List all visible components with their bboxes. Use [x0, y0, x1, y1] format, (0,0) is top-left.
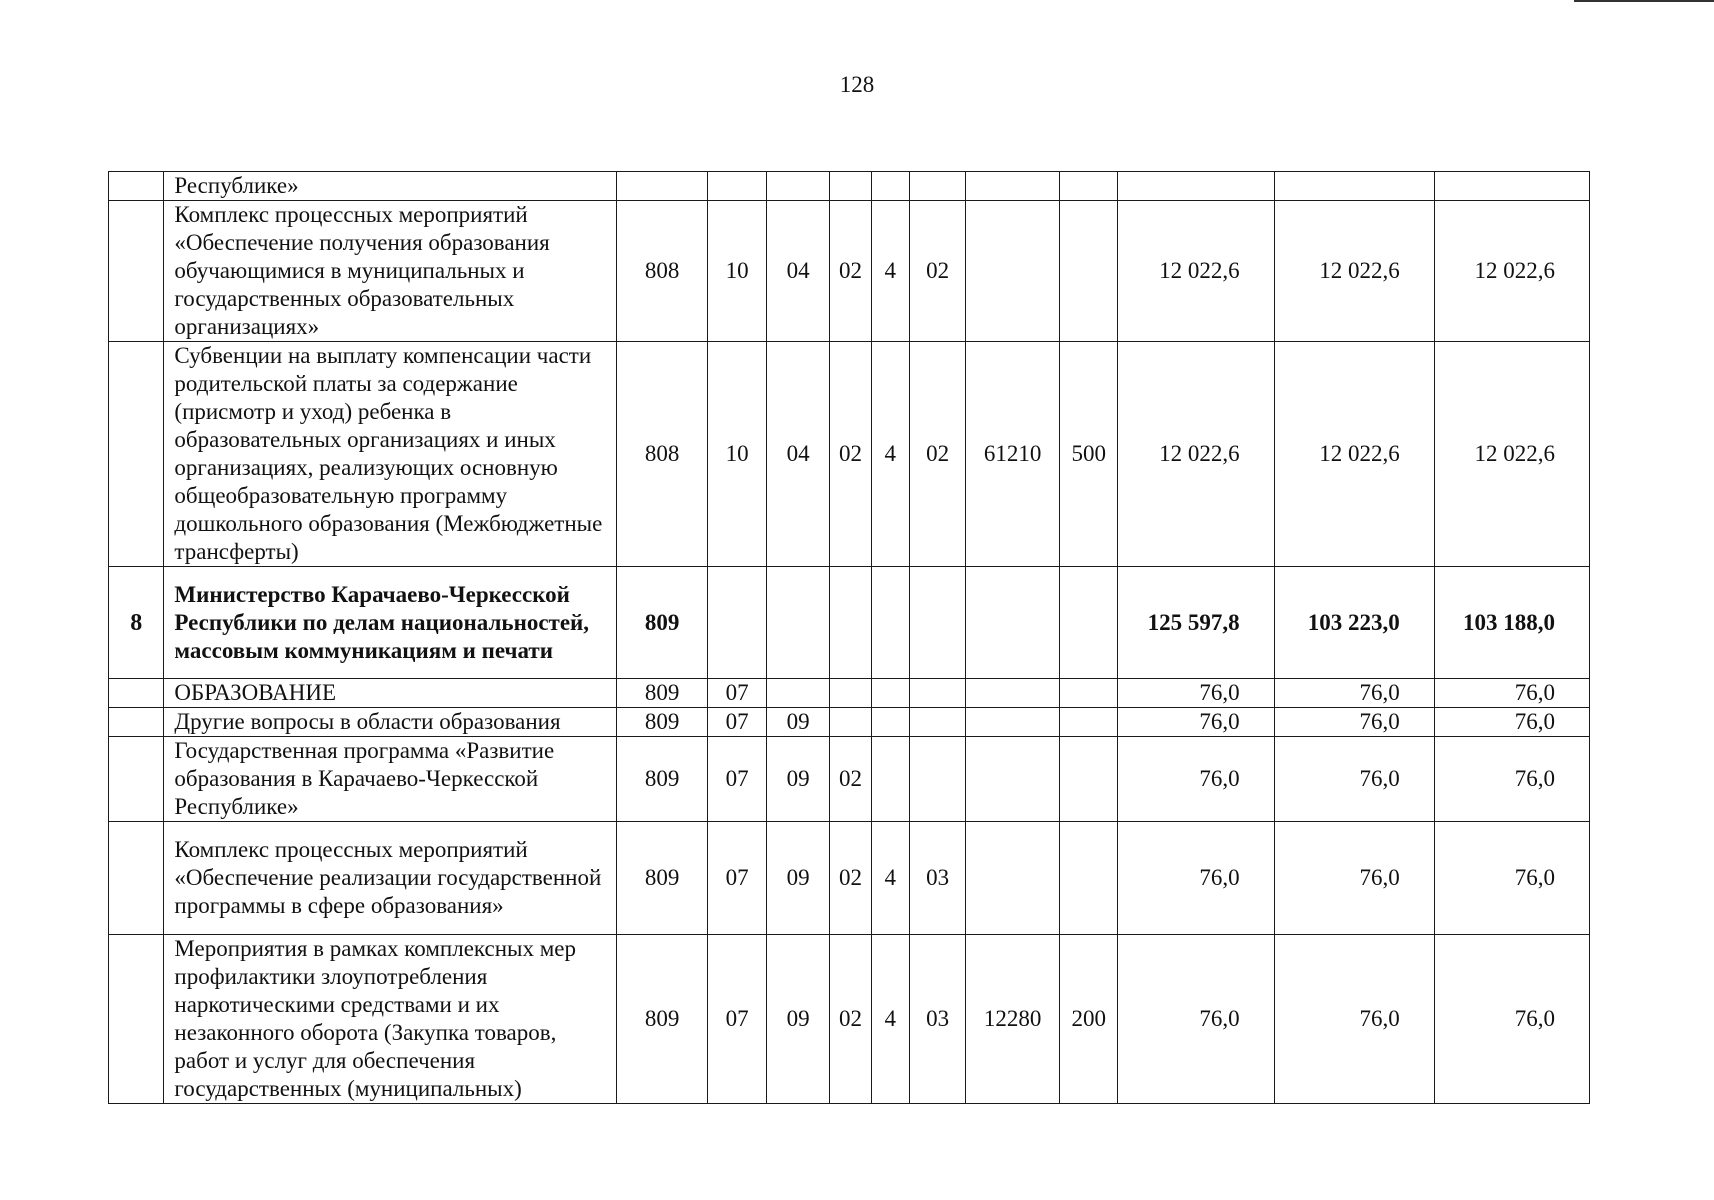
budget-table — [108, 171, 1590, 1104]
complex-code — [909, 172, 965, 201]
ved-code: 809 — [616, 935, 708, 1104]
program-code — [830, 708, 871, 737]
type-code: 4 — [871, 822, 909, 935]
subsection-code: 09 — [766, 822, 829, 935]
complex-code: 02 — [909, 201, 965, 342]
amount-year-1: 76,0 — [1118, 935, 1274, 1104]
target-code — [966, 567, 1060, 679]
row-name: Министерство Карачаево-Черкесской Республики по делам национальностей, массовым коммуникациям и печати — [164, 567, 616, 679]
ved-code: 809 — [616, 822, 708, 935]
row-number — [109, 935, 164, 1104]
amount-year-3: 76,0 — [1434, 935, 1589, 1104]
section-code: 07 — [708, 708, 766, 737]
target-code — [966, 201, 1060, 342]
target-code — [966, 172, 1060, 201]
table-row — [109, 737, 1590, 822]
amount-year-1: 76,0 — [1118, 822, 1274, 935]
amount-year-1: 76,0 — [1118, 708, 1274, 737]
amount-year-3: 76,0 — [1434, 708, 1589, 737]
complex-code: 03 — [909, 935, 965, 1104]
row-number — [109, 201, 164, 342]
row-name: Комплекс процессных мероприятий «Обеспечение реализации государственной программы в сфере образования» — [164, 822, 616, 935]
expense-type-code — [1060, 822, 1118, 935]
program-code: 02 — [830, 737, 871, 822]
amount-year-3: 76,0 — [1434, 679, 1589, 708]
row-number — [109, 737, 164, 822]
row-name: ОБРАЗОВАНИЕ — [164, 679, 616, 708]
table-row — [109, 679, 1590, 708]
subsection-code: 09 — [766, 708, 829, 737]
amount-year-3: 12 022,6 — [1434, 342, 1589, 567]
amount-year-2: 12 022,6 — [1274, 201, 1434, 342]
program-code: 02 — [830, 935, 871, 1104]
target-code — [966, 708, 1060, 737]
amount-year-2: 76,0 — [1274, 822, 1434, 935]
program-code: 02 — [830, 201, 871, 342]
amount-year-3: 12 022,6 — [1434, 201, 1589, 342]
amount-year-1 — [1118, 172, 1274, 201]
type-code — [871, 679, 909, 708]
row-name: Государственная программа «Развитие образования в Карачаево-Черкесской Республике» — [164, 737, 616, 822]
table-row — [109, 708, 1590, 737]
row-name: Мероприятия в рамках комплексных мер профилактики злоупотребления наркотическими средствами и их незаконного оборота (Закупка товаров, работ и услуг для обеспечения государственных (муниципальных) — [164, 935, 616, 1104]
type-code: 4 — [871, 935, 909, 1104]
row-number — [109, 342, 164, 567]
complex-code: 03 — [909, 822, 965, 935]
type-code — [871, 737, 909, 822]
program-code: 02 — [830, 822, 871, 935]
row-name: Другие вопросы в области образования — [164, 708, 616, 737]
program-code — [830, 172, 871, 201]
table-row — [109, 342, 1590, 567]
amount-year-1: 12 022,6 — [1118, 342, 1274, 567]
target-code: 12280 — [966, 935, 1060, 1104]
amount-year-2: 76,0 — [1274, 935, 1434, 1104]
amount-year-3: 76,0 — [1434, 737, 1589, 822]
target-code — [966, 679, 1060, 708]
section-code: 07 — [708, 822, 766, 935]
complex-code — [909, 708, 965, 737]
subsection-code: 09 — [766, 935, 829, 1104]
row-name: Республике» — [164, 172, 616, 201]
amount-year-3 — [1434, 172, 1589, 201]
row-number: 8 — [109, 567, 164, 679]
row-number — [109, 679, 164, 708]
row-name: Субвенции на выплату компенсации части родительской платы за содержание (присмотр и уход) ребенка в образовательных организациях и иных организациях, реализующих основную общеобразовательную программу дошкольного образования (Межбюджетные трансферты) — [164, 342, 616, 567]
complex-code — [909, 737, 965, 822]
section-code: 07 — [708, 737, 766, 822]
table-row — [109, 172, 1590, 201]
amount-year-2: 76,0 — [1274, 679, 1434, 708]
target-code — [966, 822, 1060, 935]
amount-year-1: 12 022,6 — [1118, 201, 1274, 342]
section-code: 07 — [708, 935, 766, 1104]
expense-type-code — [1060, 172, 1118, 201]
type-code: 4 — [871, 201, 909, 342]
section-code: 10 — [708, 342, 766, 567]
amount-year-3: 103 188,0 — [1434, 567, 1589, 679]
amount-year-2: 103 223,0 — [1274, 567, 1434, 679]
amount-year-1: 125 597,8 — [1118, 567, 1274, 679]
ved-code: 809 — [616, 708, 708, 737]
page-number: 128 — [839, 72, 875, 97]
expense-type-code — [1060, 708, 1118, 737]
amount-year-2: 12 022,6 — [1274, 342, 1434, 567]
ved-code: 809 — [616, 737, 708, 822]
subsection-code — [766, 172, 829, 201]
expense-type-code — [1060, 567, 1118, 679]
ved-code: 808 — [616, 201, 708, 342]
subsection-code — [766, 567, 829, 679]
table-row — [109, 822, 1590, 935]
section-code — [708, 172, 766, 201]
subsection-code: 09 — [766, 737, 829, 822]
amount-year-3: 76,0 — [1434, 822, 1589, 935]
amount-year-2: 76,0 — [1274, 737, 1434, 822]
complex-code — [909, 567, 965, 679]
type-code: 4 — [871, 342, 909, 567]
amount-year-1: 76,0 — [1118, 679, 1274, 708]
subsection-code: 04 — [766, 201, 829, 342]
row-number — [109, 172, 164, 201]
amount-year-2: 76,0 — [1274, 708, 1434, 737]
expense-type-code — [1060, 679, 1118, 708]
section-code: 07 — [708, 679, 766, 708]
expense-type-code — [1060, 737, 1118, 822]
expense-type-code — [1060, 201, 1118, 342]
row-name: Комплекс процесcных мероприятий «Обеспечение получения образования обучающимися в муниципальных и государственных образовательных организациях» — [164, 201, 616, 342]
row-number — [109, 708, 164, 737]
program-code — [830, 567, 871, 679]
expense-type-code: 500 — [1060, 342, 1118, 567]
ved-code — [616, 172, 708, 201]
ved-code: 809 — [616, 679, 708, 708]
table-row — [109, 935, 1590, 1104]
row-number — [109, 822, 164, 935]
expense-type-code: 200 — [1060, 935, 1118, 1104]
type-code — [871, 708, 909, 737]
scan-corner-mark — [1574, 0, 1714, 2]
amount-year-2 — [1274, 172, 1434, 201]
section-code: 10 — [708, 201, 766, 342]
program-code: 02 — [830, 342, 871, 567]
target-code: 61210 — [966, 342, 1060, 567]
table-row — [109, 201, 1590, 342]
subsection-code: 04 — [766, 342, 829, 567]
ved-code: 809 — [616, 567, 708, 679]
amount-year-1: 76,0 — [1118, 737, 1274, 822]
ved-code: 808 — [616, 342, 708, 567]
subsection-code — [766, 679, 829, 708]
type-code — [871, 172, 909, 201]
complex-code — [909, 679, 965, 708]
type-code — [871, 567, 909, 679]
target-code — [966, 737, 1060, 822]
complex-code: 02 — [909, 342, 965, 567]
program-code — [830, 679, 871, 708]
section-code — [708, 567, 766, 679]
table-row — [109, 567, 1590, 679]
